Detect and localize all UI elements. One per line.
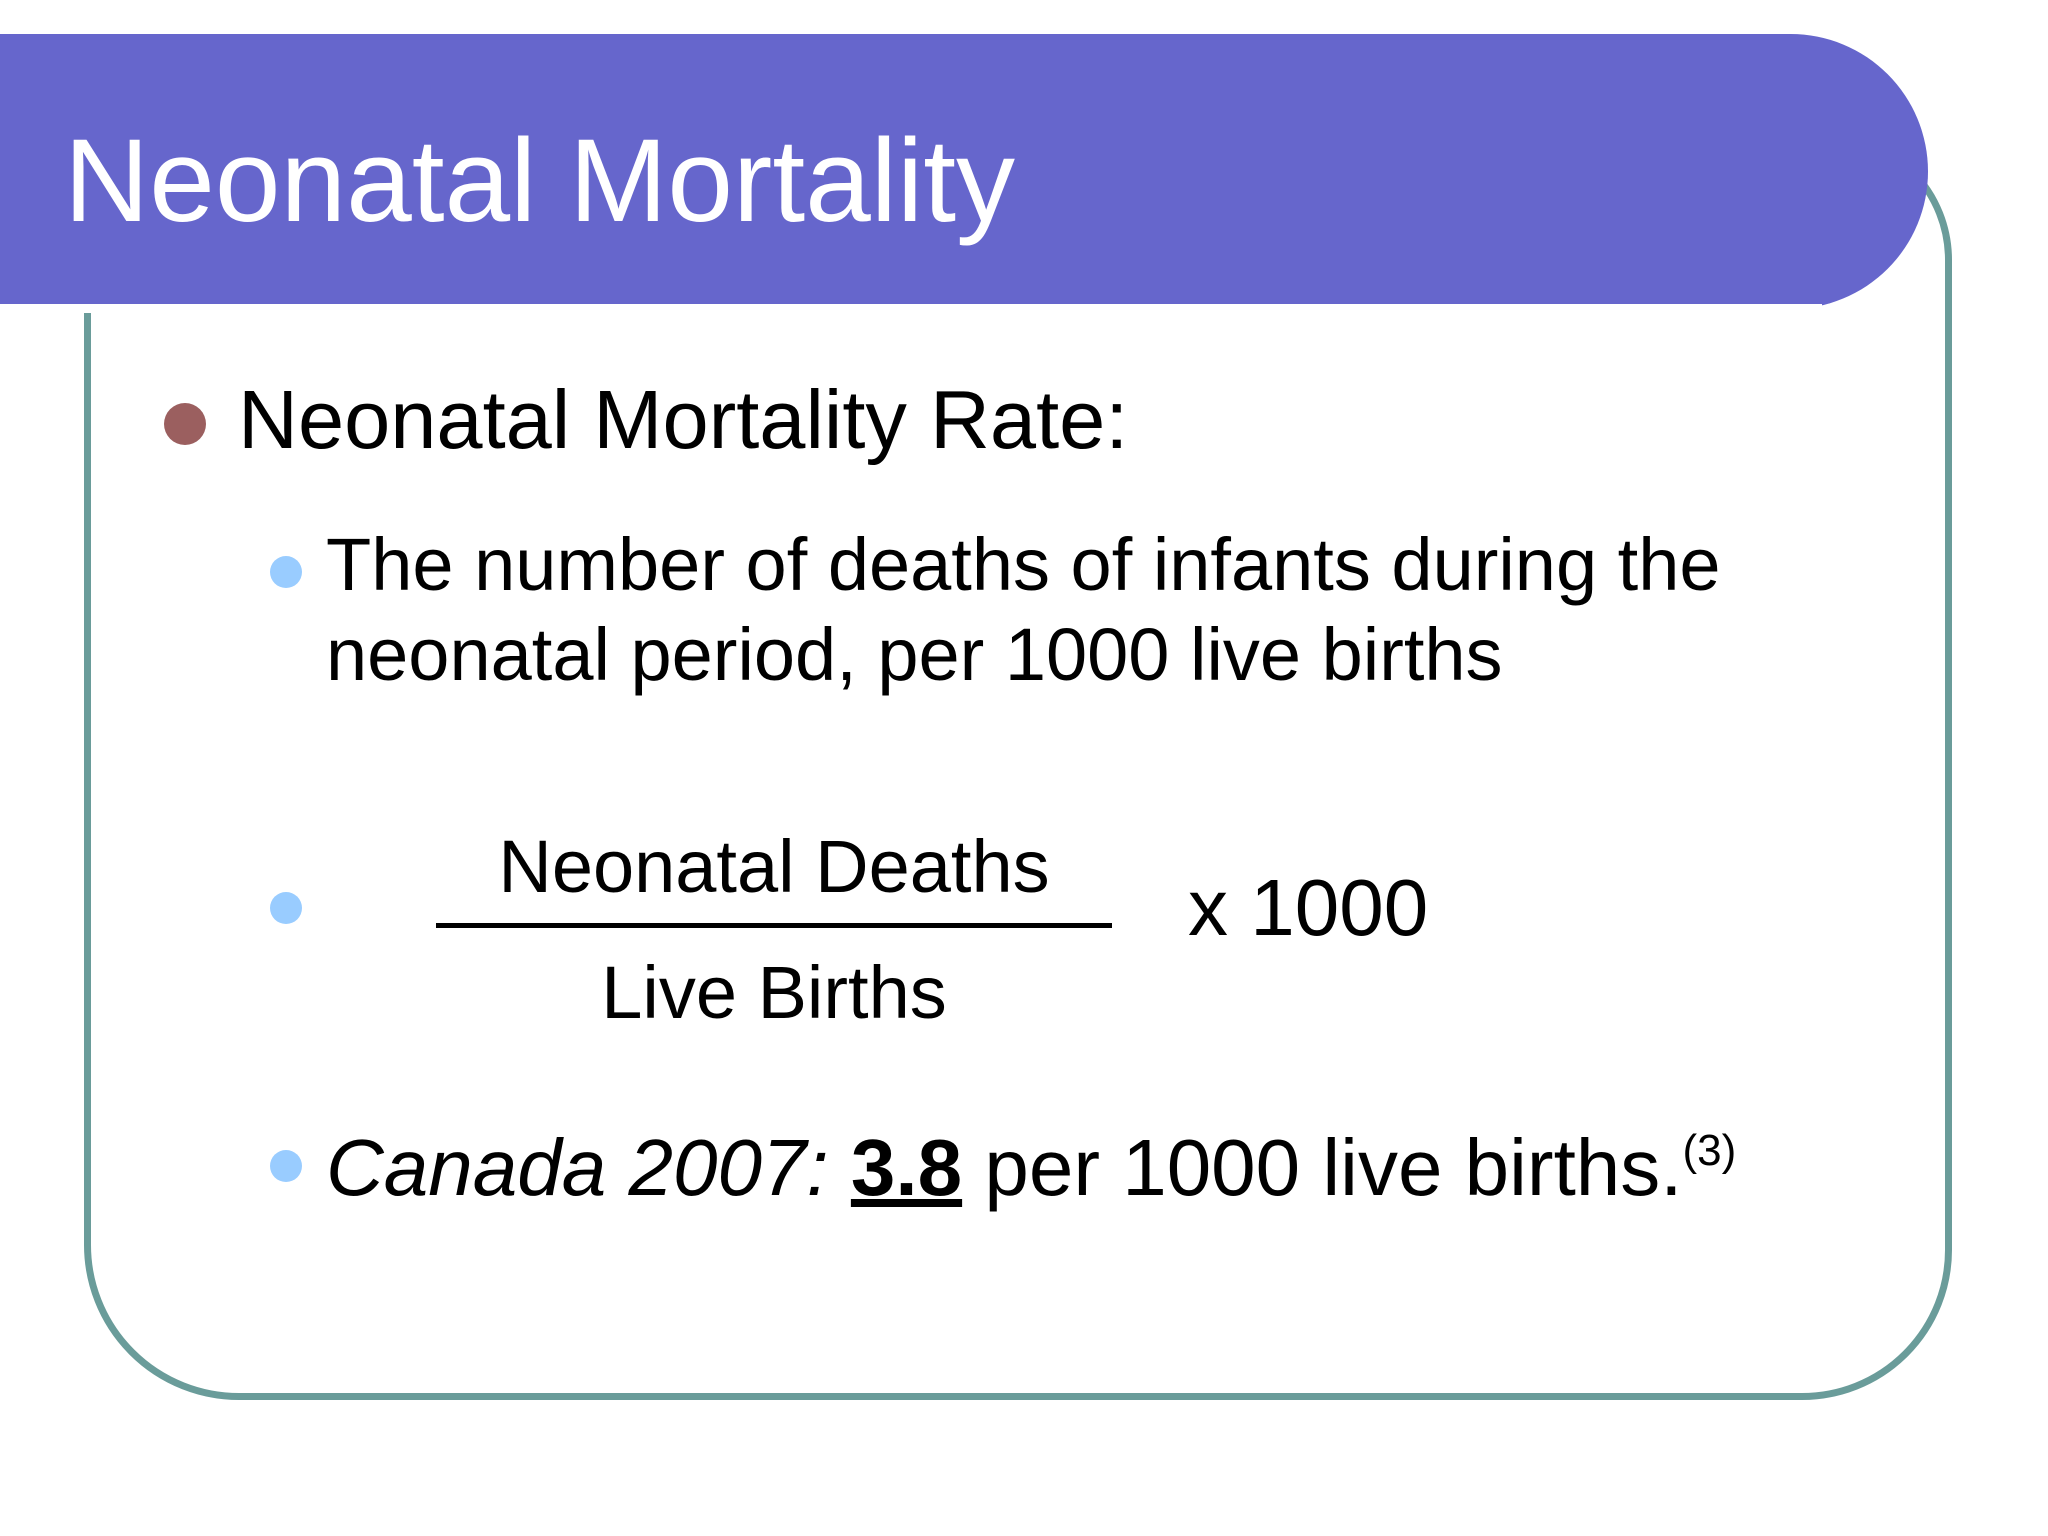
formula-denominator: Live Births (601, 951, 947, 1034)
formula-bullet-dot (270, 892, 302, 924)
canada-text: per 1000 live births. (984, 1123, 1683, 1212)
formula-numerator: Neonatal Deaths (498, 825, 1050, 908)
main-bullet-dot (164, 403, 206, 445)
canada-value: 3.8 (850, 1123, 963, 1212)
canada-statistic (326, 1123, 1737, 1212)
title-bar (0, 34, 1928, 309)
formula-multiplier: x 1000 (1188, 863, 1429, 952)
main-bullet-text: Neonatal Mortality Rate: (238, 373, 1129, 466)
slide-title: Neonatal Mortality (64, 115, 1015, 247)
reference-superscript: (3) (1682, 1126, 1737, 1175)
title-underline (0, 304, 1822, 313)
definition-line-2: neonatal period, per 1000 live births (326, 613, 1503, 696)
canada-label: Canada 2007: (326, 1123, 829, 1212)
canada-bullet-dot (270, 1150, 302, 1182)
definition-line-1: The number of deaths of infants during the (326, 523, 1721, 606)
fraction-bar (436, 923, 1112, 928)
definition-bullet-dot (270, 556, 302, 588)
